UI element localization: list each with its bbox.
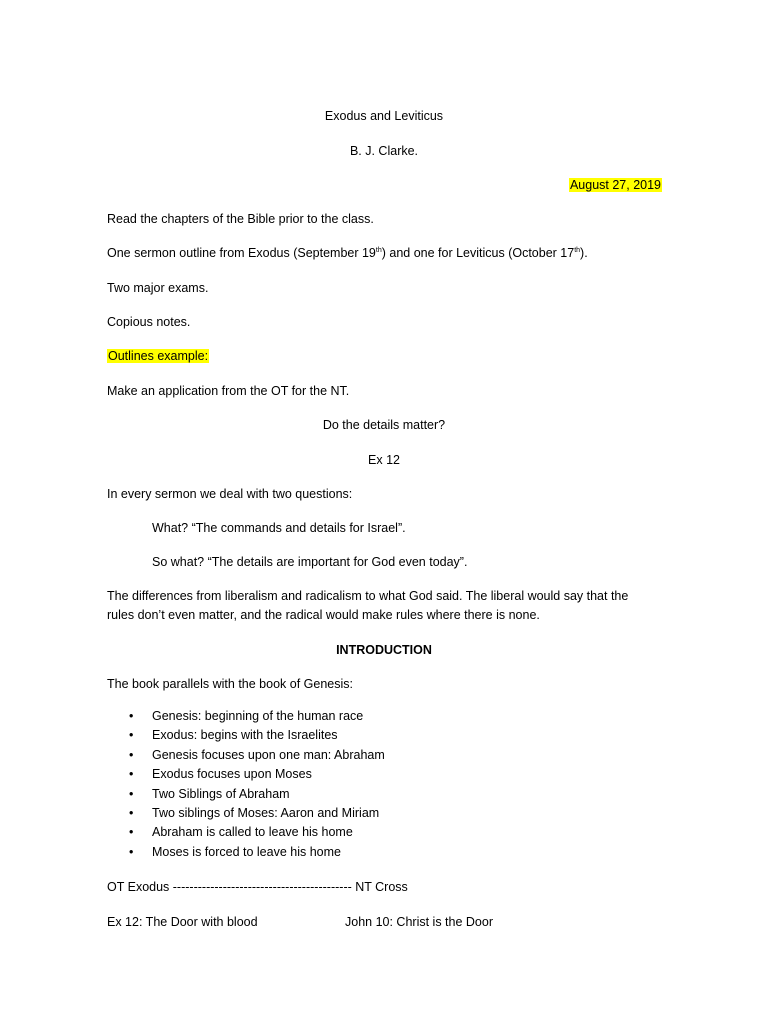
document-author: B. J. Clarke. xyxy=(349,144,419,158)
bullet-icon: • xyxy=(129,728,134,743)
paragraph-sermon-outline xyxy=(107,245,588,261)
paragraph-differences-line-2: rules don’t even matter, and the radical would make rules where there is none. xyxy=(107,608,540,622)
list-item-text: Two Siblings of Abraham xyxy=(152,786,290,801)
bullet-icon: • xyxy=(129,805,134,820)
sermon-text-b: ) and one for Leviticus (October 17 xyxy=(381,246,575,260)
paragraph-application: Make an application from the OT for the NT. xyxy=(107,384,350,398)
sermon-sup-1: th xyxy=(375,247,382,254)
list-item xyxy=(107,727,385,746)
outlines-heading xyxy=(107,348,209,364)
list-item-text: Exodus focuses upon Moses xyxy=(152,767,312,782)
bullet-icon: • xyxy=(129,786,134,801)
sermon-sup-2: th xyxy=(574,247,581,254)
paragraph-differences-line-1: The differences from liberalism and radicalism to what God said. The liberal would say that the xyxy=(107,589,629,603)
parallels-list xyxy=(107,708,385,863)
list-item xyxy=(107,708,385,727)
paragraph-notes: Copious notes. xyxy=(107,315,191,329)
list-item-text: Genesis: beginning of the human race xyxy=(152,709,364,723)
list-item xyxy=(107,786,385,805)
list-item-text: Moses is forced to leave his home xyxy=(152,844,341,859)
list-item-text: Exodus: begins with the Israelites xyxy=(152,728,338,743)
bullet-icon: • xyxy=(129,709,134,723)
list-item xyxy=(107,766,385,785)
sermon-text-c: ). xyxy=(580,246,588,260)
introduction-heading: INTRODUCTION xyxy=(336,643,432,657)
document-title: Exodus and Leviticus xyxy=(324,109,444,123)
what-line: What? “The commands and details for Israel”. xyxy=(152,521,406,535)
comparison-header: OT Exodus ------------------------------------------- NT Cross xyxy=(107,880,408,894)
date-highlight: August 27, 2019 xyxy=(569,178,661,192)
outlines-highlight: Outlines example: xyxy=(108,349,209,363)
list-item xyxy=(107,805,385,824)
bullet-icon: • xyxy=(129,747,134,762)
bullet-icon: • xyxy=(129,844,134,859)
paragraph-two-questions: In every sermon we deal with two questions: xyxy=(107,487,353,501)
so-what-line: So what? “The details are important for God even today”. xyxy=(152,555,468,569)
paragraph-exams: Two major exams. xyxy=(107,281,209,295)
bullet-icon: • xyxy=(129,825,134,840)
question-heading: Do the details matter? xyxy=(322,418,446,432)
paragraph-parallels: The book parallels with the book of Genesis: xyxy=(107,677,353,691)
list-item-text: Genesis focuses upon one man: Abraham xyxy=(152,747,385,762)
list-item-text: Two siblings of Moses: Aaron and Miriam xyxy=(152,805,380,820)
reference-heading: Ex 12 xyxy=(368,453,400,467)
document-date xyxy=(569,177,662,193)
list-item xyxy=(107,824,385,843)
comparison-right: John 10: Christ is the Door xyxy=(345,915,493,929)
paragraph-read-chapters: Read the chapters of the Bible prior to the class. xyxy=(107,212,374,226)
sermon-text-a: One sermon outline from Exodus (September 19 xyxy=(107,246,376,260)
comparison-left: Ex 12: The Door with blood xyxy=(107,915,258,929)
list-item xyxy=(107,747,385,766)
list-item-text: Abraham is called to leave his home xyxy=(152,825,353,840)
list-item xyxy=(107,844,385,863)
bullet-icon: • xyxy=(129,767,134,782)
